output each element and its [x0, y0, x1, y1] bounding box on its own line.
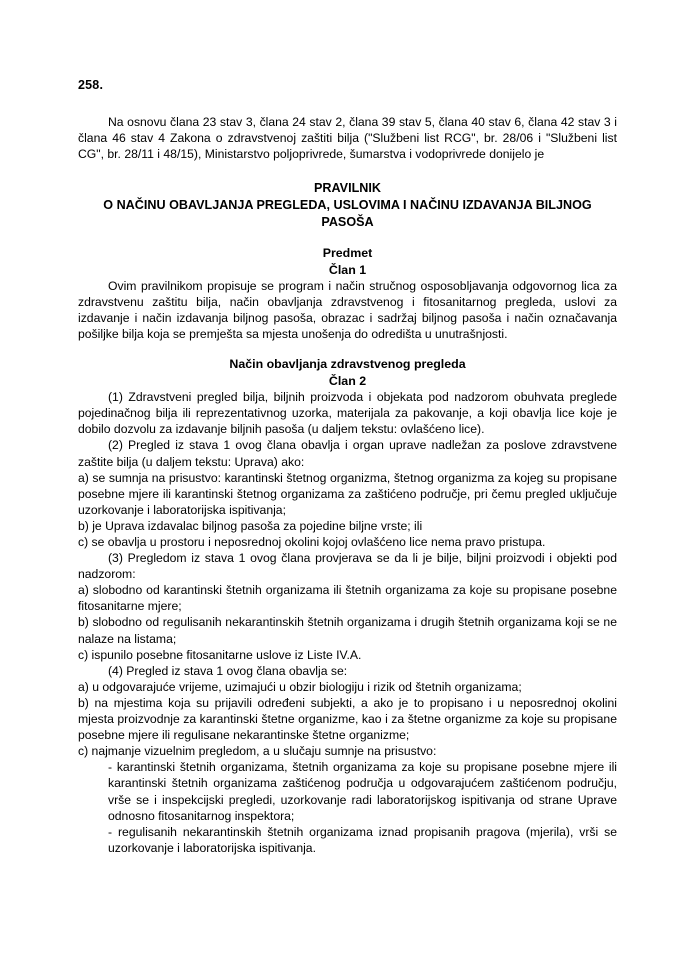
document-number: 258. — [78, 78, 104, 92]
section2-article: Član 2 — [328, 373, 367, 388]
section1-article: Član 1 — [328, 262, 367, 277]
section2-subitem: - karantinski štetnih organizama, štetnih organizama za koje su propisane posebne mjere ili karantinski štetnih organizama zaštićenog područja u odgovarajućem zaštićenom području, vrše se i inspekcijski pregledi, uzorkovanje radi laboratorijskog ispitivanja od strane Uprave odnosno fitosanitarnog inspektora; — [108, 760, 617, 823]
section2-paragraph: (3) Pregledom iz stava 1 ovog člana provjerava se da li je bilje, biljni proizvodi i objekti pod nadzorom: — [78, 551, 617, 582]
document-title-line1: PRAVILNIK — [314, 181, 381, 196]
document-title-block — [78, 180, 617, 231]
section2-paragraph: a) slobodno od karantinski štetnih organizama ili štetnih organizama za koje su propisane posebne fitosanitarne mjere; — [78, 583, 617, 614]
section1-heading: Predmet — [322, 246, 373, 261]
section2-paragraph: b) je Uprava izdavalac biljnog pasoša za pojedine biljne vrste; ili — [78, 518, 423, 533]
document-title-line2: O NAČINU OBAVLJANJA PREGLEDA, USLOVIMA I NAČINU IZDAVANJA BILJNOG — [103, 198, 592, 213]
section2-subitem: - regulisanih nekarantinskih štetnih organizama iznad propisanih pragova (mjerila), vrši se uzorkovanje i laboratorijska ispitivanja. — [108, 824, 617, 855]
section2-heading: Način obavljanja zdravstvenog pregleda — [229, 357, 466, 372]
section2-paragraph: c) ispunilo posebne fitosanitarne uslove iz Liste IV.A. — [78, 647, 362, 662]
section2-paragraph: a) u odgovarajuće vrijeme, uzimajući u obzir biologiju i rizik od štetnih organizama; — [78, 679, 522, 694]
preamble-paragraph: Na osnovu člana 23 stav 3, člana 24 stav 2, člana 39 stav 5, člana 40 stav 6, člana 42 stav 3 i člana 46 stav 4 Zakona o zdravstvenoj zaštiti bilja ("Službeni list RCG", br. 28/06 i "Službeni list CG", br. 28/11 i 48/15), Ministarstvo poljoprivrede, šumarstva i vodoprivrede donijelo je — [78, 115, 617, 162]
section2-paragraph: (1) Zdravstveni pregled bilja, biljnih proizvoda i objekata pod nadzorom obuhvata preglede pojedinačnog bilja ili reprezentativnog uzorka, materijala za pakovanje, a koji obavlja lice koje je dobilo dozvolu za izdavanje biljnih pasoša (u daljem tekstu: ovlašćeno lice). — [78, 390, 617, 437]
section2-paragraph: b) slobodno od regulisanih nekarantinskih štetnih organizama i drugih štetnih organizama koji se ne nalaze na listama; — [78, 615, 617, 646]
section2-paragraph: c) najmanje vizuelnim pregledom, a u slučaju sumnje na prisustvo: — [78, 744, 437, 759]
section2-paragraph: a) se sumnja na prisustvo: karantinski štetnog organizma, štetnog organizma za kojeg su propisane posebne mjere ili karantinski štetnog organizama za zaštićeno područje, pri čemu pregled uključuje uzorkovanje i laboratorijska ispitivanja; — [78, 470, 617, 517]
document-title-line3: PASOŠA — [321, 215, 374, 230]
section2-paragraph: (4) Pregled iz stava 1 ovog člana obavlja se: — [108, 663, 348, 678]
section2-paragraph: (2) Pregled iz stava 1 ovog člana obavlja i organ uprave nadležan za poslove zdravstvene zaštite bilja (u daljem tekstu: Uprava) ako: — [78, 438, 617, 469]
section2-paragraph: c) se obavlja u prostoru i neposrednoj okolini kojoj ovlašćeno lice nema pravo pristupa. — [78, 535, 546, 549]
section1-body: Ovim pravilnikom propisuje se program i način stručnog osposobljavanja odgovornog lica za zdravstvenu zaštitu bilja, način obavljanja zdravstvenog i fitosanitarnog pregleda, uslovi za izdavanje i način izdavanja biljnog pasoša, obrazac i sadržaj biljnog pasoša i način označavanja pošiljke bilja koja se premješta sa mjesta unošenja do odredišta u unutrašnjosti. — [78, 279, 617, 342]
section2-paragraph: b) na mjestima koja su prijavili određeni subjekti, a ako je to propisano i u neposrednoj okolini mjesta proizvodnje za karantinski štetne organizme, kao i za štetne organizme za koje su propisane posebne mjere ili regulisane nekarantinske štetne organizme; — [78, 695, 617, 743]
